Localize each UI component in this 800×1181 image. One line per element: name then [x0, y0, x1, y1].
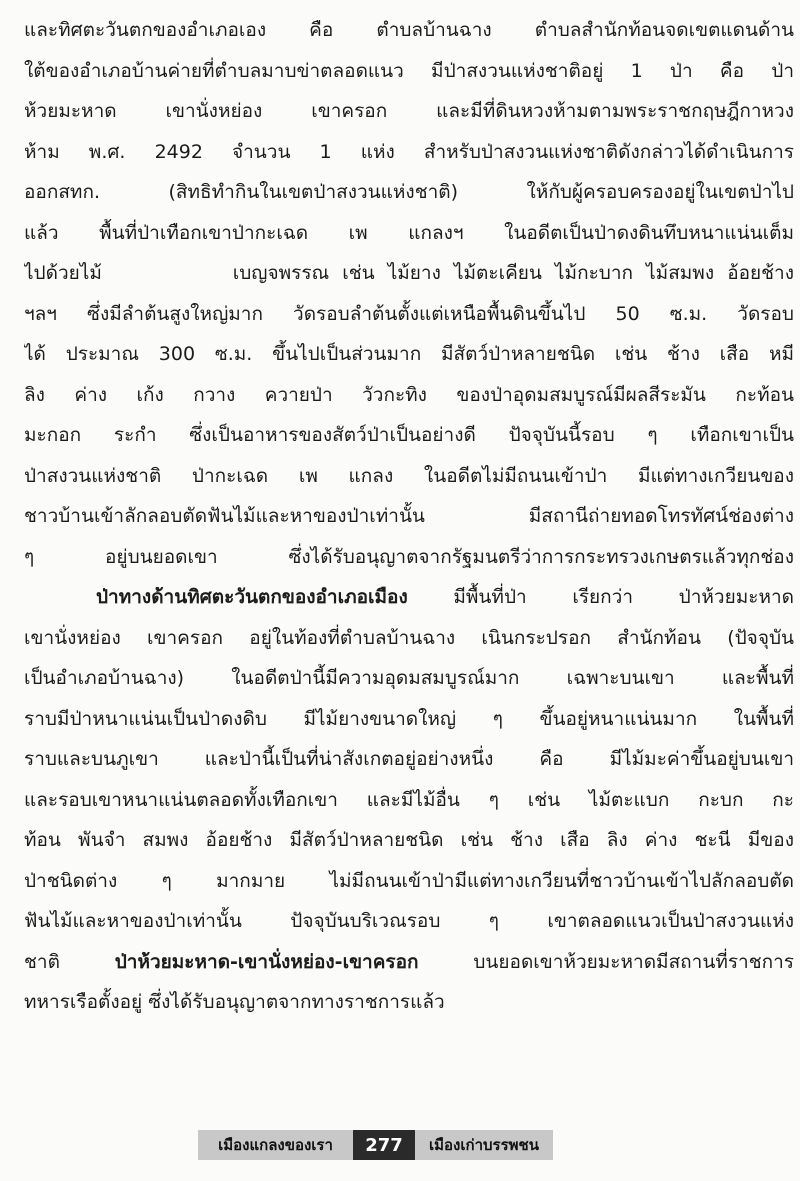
text-line: และทิศตะวันตกของอำเภอเอง คือ ตำบลบ้านฉาง ตำบลสำนักท้อนจดเขตแดนด้าน	[24, 19, 794, 41]
text-line: เป็นอำเภอบ้านฉาง) ในอดีตป่านี้มีความอุดมสมบูรณ์มาก เฉพาะบนเขา และพื้นที่	[24, 667, 794, 689]
text-line: ๆ อยู่บนยอดเขา ซึ่งได้รับอนุญาตจากรัฐมนตรีว่าการกระทรวงเกษตรแล้วทุกช่อง	[24, 545, 794, 568]
text-line: ห้วยมะหาด เขานั่งหย่อง เขาครอก และมีที่ดินหวงห้ามตามพระราชกฤษฎีกาหวง	[24, 100, 794, 122]
footer-chapter-title: เมืองเก่าบรรพชน	[415, 1130, 553, 1160]
text-line: ไปด้วยไม้ เบญจพรรณ เช่น ไม้ยาง ไม้ตะเคียน ไม้กะบาก ไม้สมพง อ้อยช้าง	[24, 262, 794, 284]
text-line: ฯลฯ ซึ่งมีลำต้นสูงใหญ่มาก วัดรอบลำต้นตั้งแต่เหนือพื้นดินขึ้นไป 50 ซ.ม. วัดรอบ	[24, 302, 794, 325]
text-line: ป่าชนิดต่าง ๆ มากมาย ไม่มีถนนเข้าป่ามีแต่ทางเกวียนที่ชาวบ้านเข้าไปลักลอบตัด	[24, 869, 794, 892]
text-line: ทหารเรือตั้งอยู่ ซึ่งได้รับอนุญาตจากทางราชการแล้ว	[24, 991, 445, 1013]
text-line: ราบและบนภูเขา และป่านี้เป็นที่น่าสังเกตอยู่อย่างหนึ่ง คือ มีไม้มะค่าขึ้นอยู่บนเขา	[24, 748, 794, 770]
text-line: แล้ว พื้นที่ป่าเทือกเขาป่ากะเฉด เพ แกลงฯ ในอดีตเป็นป่าดงดินทึบหนาแน่นเต็ม	[24, 221, 794, 244]
text-line: ออกสทก. (สิทธิทำกินในเขตป่าสงวนแห่งชาติ) ให้กับผู้ครอบครองอยู่ในเขตป่าไป	[24, 181, 794, 203]
text-line: ราบมีป่าหนาแน่นเป็นป่าดงดิบ มีไม้ยางขนาดใหญ่ ๆ ขึ้นอยู่หนาแน่นมาก ในพื้นที่	[24, 707, 794, 730]
text-line: ใต้ของอำเภอบ้านค่ายที่ตำบลมาบข่าตลอดแนว มีป่าสงวนแห่งชาติอยู่ 1 ป่า คือ ป่า	[24, 59, 794, 82]
text-line: ชาวบ้านเข้าลักลอบตัดฟันไม้และหาของป่าเท่านั้น มีสถานีถ่ายทอดโทรทัศน์ช่องต่าง	[24, 505, 794, 527]
text-line: ได้ ประมาณ 300 ซ.ม. ขึ้นไปเป็นส่วนมาก มีสัตว์ป่าหลายชนิด เช่น ช้าง เสือ หมี	[24, 343, 794, 365]
text-line: มะกอก ระกำ ซึ่งเป็นอาหารของสัตว์ป่าเป็นอย่างดี ปัจจุบันนี้รอบ ๆ เทือกเขาเป็น	[24, 424, 794, 446]
text-span: ชาติ	[24, 950, 115, 973]
text-line: และรอบเขาหนาแน่นตลอดทั้งเทือกเขา และมีไม้อื่น ๆ เช่น ไม้ตะแบก กะบก กะ	[24, 788, 794, 811]
bold-place-name: ป่าห้วยมะหาด-เขานั่งหย่อง-เขาครอก	[114, 950, 419, 973]
text-line: ลิง ค่าง เก้ง กวาง ควายป่า วัวกะทิง ของป่าอุดมสมบูรณ์มีผลสีระมัน กะท้อน	[24, 383, 794, 406]
text-line: เขานั่งหย่อง เขาครอก อยู่ในท้องที่ตำบลบ้านฉาง เนินกระปรอก สำนักท้อน (ปัจจุบัน	[24, 626, 794, 649]
text-span: มีพื้นที่ป่า เรียกว่า ป่าห้วยมะหาด	[407, 586, 794, 608]
text-line: ป่าสงวนแห่งชาติ ป่ากะเฉด เพ แกลง ในอดีตไม่มีถนนเข้าป่า มีแต่ทางเกวียนของ	[24, 464, 794, 487]
body-text	[24, 10, 794, 1023]
text-span: บนยอดเขาห้วยมะหาดมีสถานที่ราชการ	[418, 950, 794, 973]
section-heading: ป่าทางด้านทิศตะวันตกของอำเภอเมือง	[96, 586, 408, 608]
text-line: ฟันไม้และหาของป่าเท่านั้น ปัจจุบันบริเวณรอบ ๆ เขาตลอดแนวเป็นป่าสงวนแห่ง	[24, 910, 794, 932]
page-number: 277	[353, 1130, 415, 1160]
text-line-with-bold	[24, 942, 794, 983]
text-line: ท้อน พันจำ สมพง อ้อยช้าง มีสัตว์ป่าหลายชนิด เช่น ช้าง เสือ ลิง ค่าง ชะนี มีของ	[24, 829, 794, 851]
paragraph-2-first-line	[24, 577, 794, 618]
text-line: ห้าม พ.ศ. 2492 จำนวน 1 แห่ง สำหรับป่าสงวนแห่งชาติดังกล่าวได้ดำเนินการ	[24, 140, 794, 163]
footer-book-title: เมืองแกลงของเรา	[198, 1130, 353, 1160]
page-footer	[198, 1130, 553, 1160]
